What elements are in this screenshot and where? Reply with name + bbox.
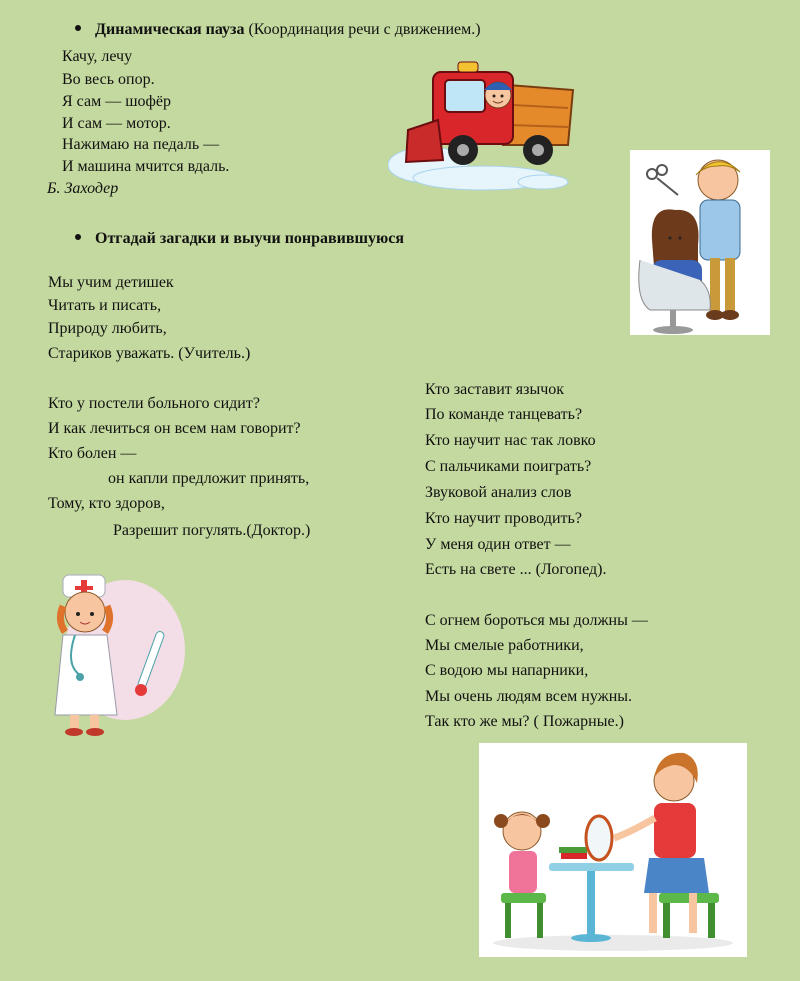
riddle-doctor-line-5: Тому, кто здоров, <box>48 495 165 512</box>
poem-line-1: Качу, лечу <box>62 48 133 65</box>
poem-line-3: Я сам — шофёр <box>62 93 171 110</box>
riddle-logoped-line-3: Кто научит нас так ловко <box>425 432 596 449</box>
heading-bold: Отгадай загадки и выучи понравившуюся <box>95 230 405 247</box>
poem-line-2: Во весь опор. <box>62 71 155 88</box>
riddle-teacher-line-2: Читать и писать, <box>48 297 162 314</box>
riddle-logoped-line-8: Есть на свете ... (Логопед). <box>425 561 607 578</box>
speech-therapist-illustration <box>479 743 747 957</box>
riddle-firemen-line-3: С водою мы напарники, <box>425 662 589 679</box>
riddle-doctor-line-1: Кто у постели больного сидит? <box>48 395 260 412</box>
poem-line-6: И машина мчится вдаль. <box>62 158 230 175</box>
riddle-doctor-line-4: он капли предложит принять, <box>108 470 310 487</box>
riddle-doctor-line-6: Разрешит погулять.(Доктор.) <box>113 522 311 539</box>
riddle-logoped-line-7: У меня один ответ — <box>425 536 571 553</box>
riddle-teacher-line-3: Природу любить, <box>48 320 167 337</box>
riddle-firemen-line-1: С огнем бороться мы должны — <box>425 612 648 629</box>
section-heading-dynamic-pause <box>75 19 481 41</box>
riddle-teacher-line-4: Стариков уважать. (Учитель.) <box>48 345 251 362</box>
poem-line-5: Нажимаю на педаль — <box>62 136 220 153</box>
truck-illustration <box>388 50 578 195</box>
heading-rest: (Координация речи с движением.) <box>244 21 481 38</box>
section-heading-riddles <box>75 228 404 250</box>
riddle-doctor-line-2: И как лечиться он всем нам говорит? <box>48 420 301 437</box>
riddle-doctor-line-3: Кто болен — <box>48 445 137 462</box>
barber-illustration <box>630 150 770 335</box>
riddle-logoped-line-4: С пальчиками поиграть? <box>425 458 592 475</box>
riddle-firemen-line-4: Мы очень людям всем нужны. <box>425 688 633 705</box>
bullet <box>75 234 81 240</box>
riddle-logoped-line-5: Звуковой анализ слов <box>425 484 572 501</box>
heading-bold: Динамическая пауза <box>95 21 245 38</box>
riddle-firemen-line-5: Так кто же мы? ( Пожарные.) <box>425 713 624 730</box>
poem-line-4: И сам — мотор. <box>62 115 171 132</box>
riddle-logoped-line-6: Кто научит проводить? <box>425 510 582 527</box>
riddle-teacher-line-1: Мы учим детишек <box>48 274 174 291</box>
bullet <box>75 25 81 31</box>
doctor-illustration <box>45 570 185 740</box>
riddle-logoped-line-2: По команде танцевать? <box>425 406 583 423</box>
poem-author: Б. Заходер <box>47 180 119 197</box>
riddle-logoped-line-1: Кто заставит язычок <box>425 381 565 398</box>
riddle-firemen-line-2: Мы смелые работники, <box>425 637 584 654</box>
